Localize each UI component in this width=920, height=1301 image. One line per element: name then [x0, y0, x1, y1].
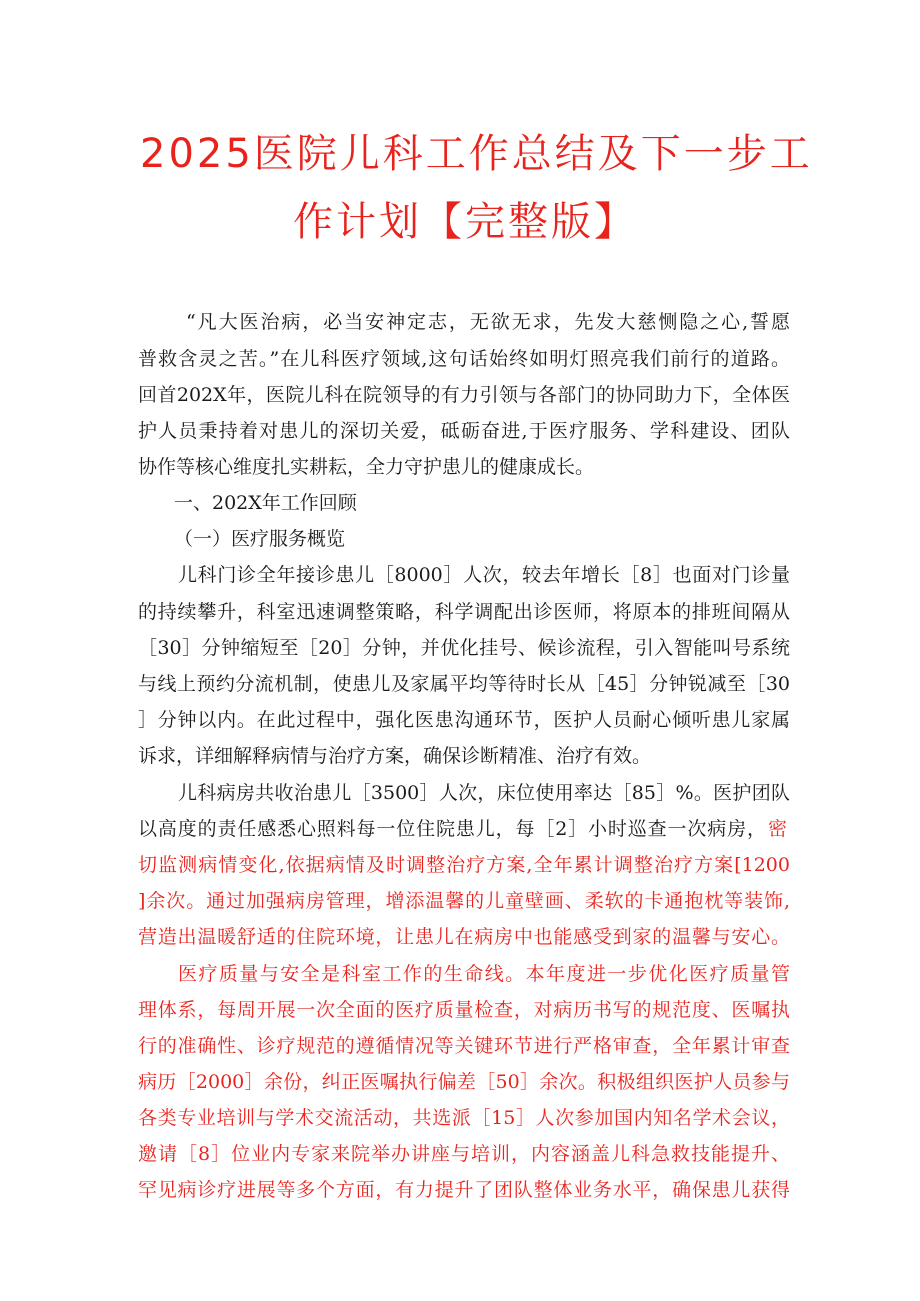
ward-paragraph-highlight: 密: [768, 818, 788, 840]
quality-paragraph-line: 邀请［8］位业内专家来院举办讲座与培训，内容涵盖儿科急救技能提升、: [138, 1143, 790, 1165]
outpatient-paragraph-line: 儿科门诊全年接诊患儿［8000］人次，较去年增长［8］也面对门诊量: [178, 564, 790, 586]
quality-paragraph-line: 理体系，每周开展一次全面的医疗质量检查，对病历书写的规范度、医嘱执: [138, 999, 790, 1021]
document-title-line-1: 2025医院儿科工作总结及下一步工: [140, 131, 813, 177]
ward-paragraph-highlight-line: ]余次。通过加强病房管理，增添温馨的儿童壁画、柔软的卡通抱枕等装饰,: [138, 890, 790, 912]
intro-paragraph-line: 协作等核心维度扎实耕耘，全力守护患儿的健康成长。: [138, 456, 595, 478]
ward-paragraph-line: 儿科病房共收治患儿［3500］人次，床位使用率达［85］%。医护团队: [178, 782, 790, 804]
ward-paragraph-highlight-line: 切监测病情变化,依据病情及时调整治疗方案,全年累计调整治疗方案[1200: [138, 854, 790, 876]
ward-paragraph-line: 以高度的责任感悉心照料每一位住院患儿，每［2］小时巡查一次病房，: [138, 818, 766, 840]
document-title-line-2: 作计划【完整版】: [293, 199, 637, 245]
section-heading: 一、202X年工作回顾: [174, 492, 357, 514]
quality-paragraph-line: 医疗质量与安全是科室工作的生命线。本年度进一步优化医疗质量管: [178, 963, 790, 985]
outpatient-paragraph-line: ［30］分钟缩短至［20］分钟，并优化挂号、候诊流程，引入智能叫号系统: [138, 637, 790, 659]
intro-paragraph-line: 回首202X年，医院儿科在院领导的有力引领与各部门的协同助力下，全体医: [138, 384, 790, 406]
intro-paragraph-line: 普救含灵之苦。”在儿科医疗领域,这句话始终如明灯照亮我们前行的道路。: [138, 348, 790, 370]
outpatient-paragraph-line: 的持续攀升，科室迅速调整策略，科学调配出诊医师，将原本的排班间隔从: [138, 601, 790, 623]
quality-paragraph-line: 各类专业培训与学术交流活动，共选派［15］人次参加国内知名学术会议，: [138, 1107, 790, 1129]
quality-paragraph-line: 病历［2000］余份，纠正医嘱执行偏差［50］余次。积极组织医护人员参与: [138, 1071, 790, 1093]
quality-paragraph-line: 罕见病诊疗进展等多个方面，有力提升了团队整体业务水平，确保患儿获得: [138, 1179, 790, 1201]
outpatient-paragraph-line: 诉求，详细解释病情与治疗方案，确保诊断精准、治疗有效。: [138, 745, 652, 767]
intro-paragraph-line: “凡大医治病，必当安神定志，无欲无求，先发大慈恻隐之心,誓愿: [186, 311, 790, 333]
subsection-heading: （一）医疗服务概览: [174, 528, 346, 550]
outpatient-paragraph-line: ］分钟以内。在此过程中，强化医患沟通环节，医护人员耐心倾听患儿家属: [138, 709, 790, 731]
quality-paragraph-line: 行的准确性、诊疗规范的遵循情况等关键环节进行严格审查，全年累计审查: [138, 1035, 790, 1057]
intro-paragraph-line: 护人员秉持着对患儿的深切关爱，砥砺奋进,于医疗服务、学科建设、团队: [138, 420, 790, 442]
outpatient-paragraph-line: 与线上预约分流机制，使患儿及家属平均等待时长从［45］分钟锐减至［30: [138, 673, 790, 695]
ward-paragraph-highlight-line: 营造出温暖舒适的住院环境，让患儿在病房中也能感受到家的温馨与安心。: [138, 926, 790, 948]
